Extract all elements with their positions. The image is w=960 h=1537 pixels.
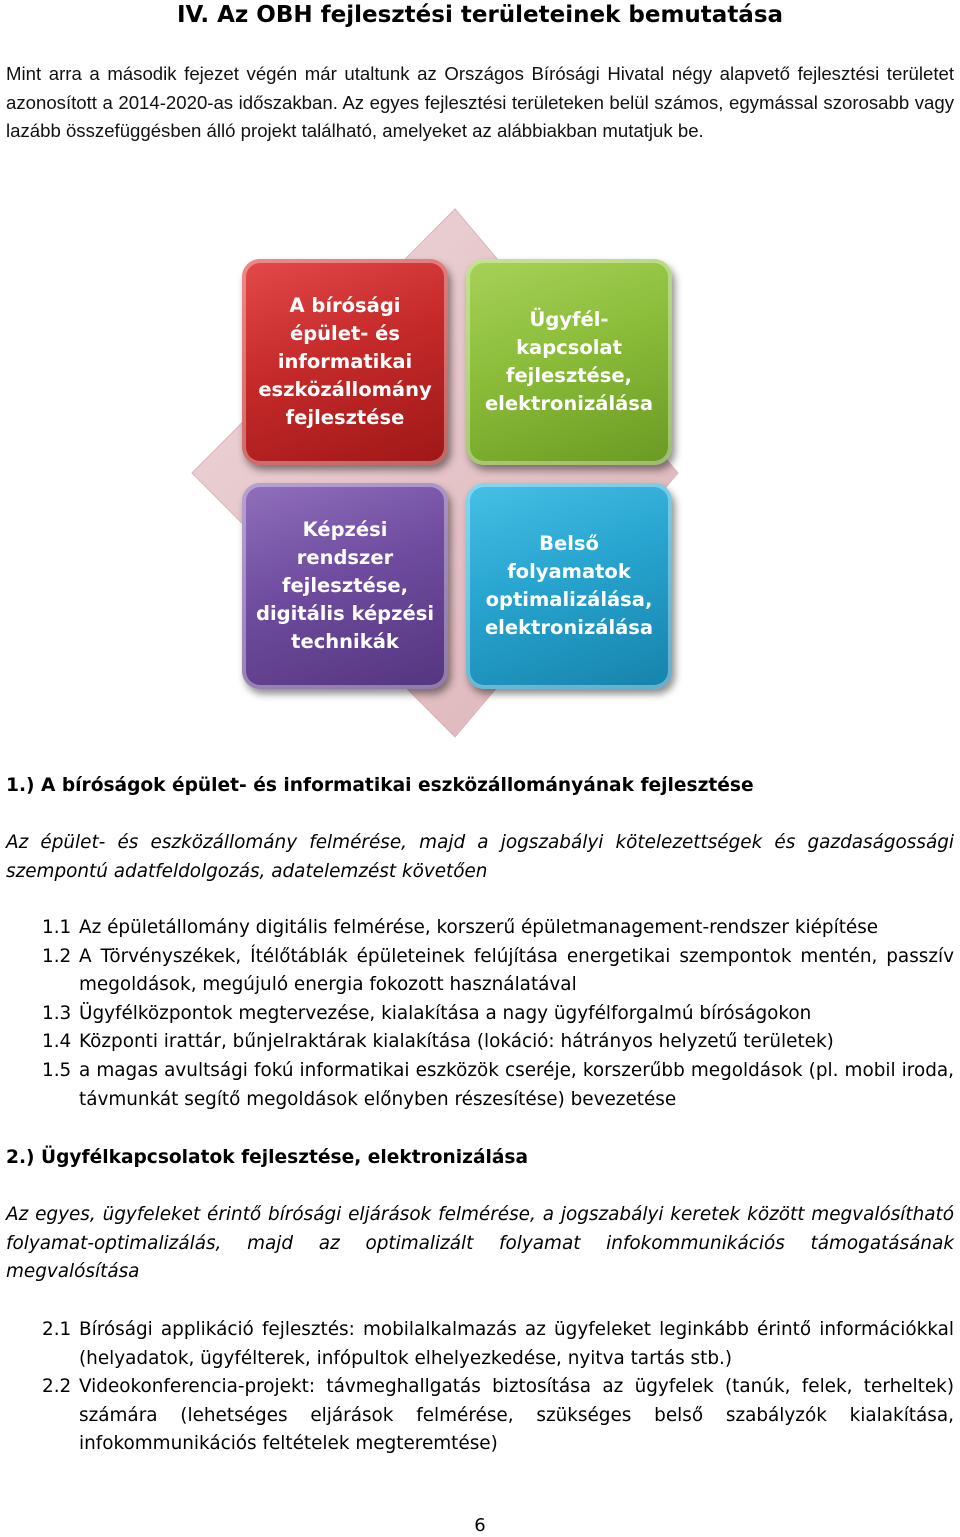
box-line: informatikai (277, 350, 413, 373)
box-line: fejlesztése, (505, 364, 633, 387)
box-line: fejlesztése, (281, 574, 409, 597)
box-line: eszközállomány (258, 378, 432, 401)
box-line: folyamatok (507, 560, 631, 583)
item-number: 1.4 (42, 1031, 72, 1053)
box-line: digitális képzési (255, 602, 435, 625)
item-text: Videokonferencia-projekt: távmeghallgatás biztosítása az ügyfelek (tanúk, felek, terheltek) számára (lehetséges eljárások felmérése, szükséges belső szabályzók kialakítása, infokommunikációs feltételek megteremtése) (79, 1376, 954, 1455)
box-line: elektronizálása (484, 392, 654, 415)
box-line: optimalizálása, (485, 588, 653, 611)
item-text: A Törvényszékek, Ítélőtáblák épületeinek felújítása energetikai szempontok mentén, passzív megoldások, megújuló energia fokozott használatával (79, 945, 954, 996)
page-number: 6 (474, 1515, 486, 1536)
item-number: 1.1 (42, 917, 72, 938)
box-line: Képzési (302, 518, 388, 541)
item-text: Az épületállomány digitális felmérése, korszerű épületmanagement-rendszer kiépítése (79, 917, 879, 938)
item-number: 2.2 (42, 1376, 72, 1398)
box-line: A bírósági (289, 294, 401, 317)
list-item (42, 943, 954, 1000)
list-item (42, 1316, 954, 1373)
list-item (42, 1373, 954, 1459)
area-box-building-it (242, 259, 448, 465)
box-line: rendszer (296, 546, 394, 569)
box-line: kapcsolat (516, 336, 622, 359)
item-text: Bírósági applikáció fejlesztés: mobilalkalmazás az ügyfeleket leginkább érintő információkkal (helyadatok, ügyfélterek, infópultok elhelyezkedése, nyitva tartás stb.) (79, 1319, 954, 1369)
item-text: a magas avultsági fokú informatikai eszközök cseréje, korszerűbb megoldások (pl. mobil iroda, távmunkát segítő megoldások előnyben részesítése) bevezetése (79, 1059, 954, 1110)
section2-items (42, 1316, 954, 1459)
section2-heading: 2.) Ügyfélkapcsolatok fejlesztése, elektronizálása (6, 1147, 529, 1168)
box-line: épület- és (289, 322, 400, 345)
box-line: fejlesztése (285, 406, 405, 429)
box-line: elektronizálása (484, 616, 654, 639)
area-box-internal-processes (466, 483, 672, 689)
item-number: 1.3 (42, 1002, 72, 1024)
item-number: 2.1 (42, 1319, 72, 1340)
box-line: Belső (539, 532, 599, 555)
page-title: IV. Az OBH fejlesztési területeinek bemutatása (176, 2, 784, 28)
box-line: technikák (291, 630, 399, 653)
section1-heading: 1.) A bíróságok épület- és informatikai eszközállományának fejlesztése (6, 775, 754, 796)
section2-description: Az egyes, ügyfeleket érintő bírósági eljárások felmérése, a jogszabályi keretek között megvalósítható folyamat-optimalizálás, majd az optimalizált folyamat infokommunikációs támogatásának megvalósítása (6, 1204, 954, 1283)
area-box-client-relations (466, 259, 672, 465)
list-item (42, 1057, 954, 1114)
item-number: 1.2 (42, 945, 72, 967)
list-item (42, 914, 954, 943)
section1-items (42, 914, 954, 1114)
area-box-training (242, 483, 448, 689)
box-line: Ügyfél- (529, 308, 609, 331)
list-item (42, 1028, 954, 1057)
development-areas-diagram (190, 207, 680, 739)
item-number: 1.5 (42, 1059, 72, 1081)
list-item (42, 1000, 954, 1029)
intro-paragraph: Mint arra a második fejezet végén már utaltunk az Országos Bírósági Hivatal négy alapvető fejlesztési területet azonosított a 2014-2020-as időszakban. Az egyes fejlesztési területeken belül számos, egymással szorosabb vagy lazább összefüggésben álló projekt található, amelyeket az alábbiakban mutatjuk be. (6, 63, 954, 142)
item-text: Ügyfélközpontok megtervezése, kialakítása a nagy ügyfélforgalmú bíróságokon (79, 1002, 812, 1024)
section1-description: Az épület- és eszközállomány felmérése, majd a jogszabályi kötelezettségek és gazdaságossági szempontú adatfeldolgozás, adatelemzést követően (6, 832, 954, 882)
item-text: Központi irattár, bűnjelraktárak kialakítása (lokáció: hátrányos helyzetű területek) (79, 1031, 834, 1053)
